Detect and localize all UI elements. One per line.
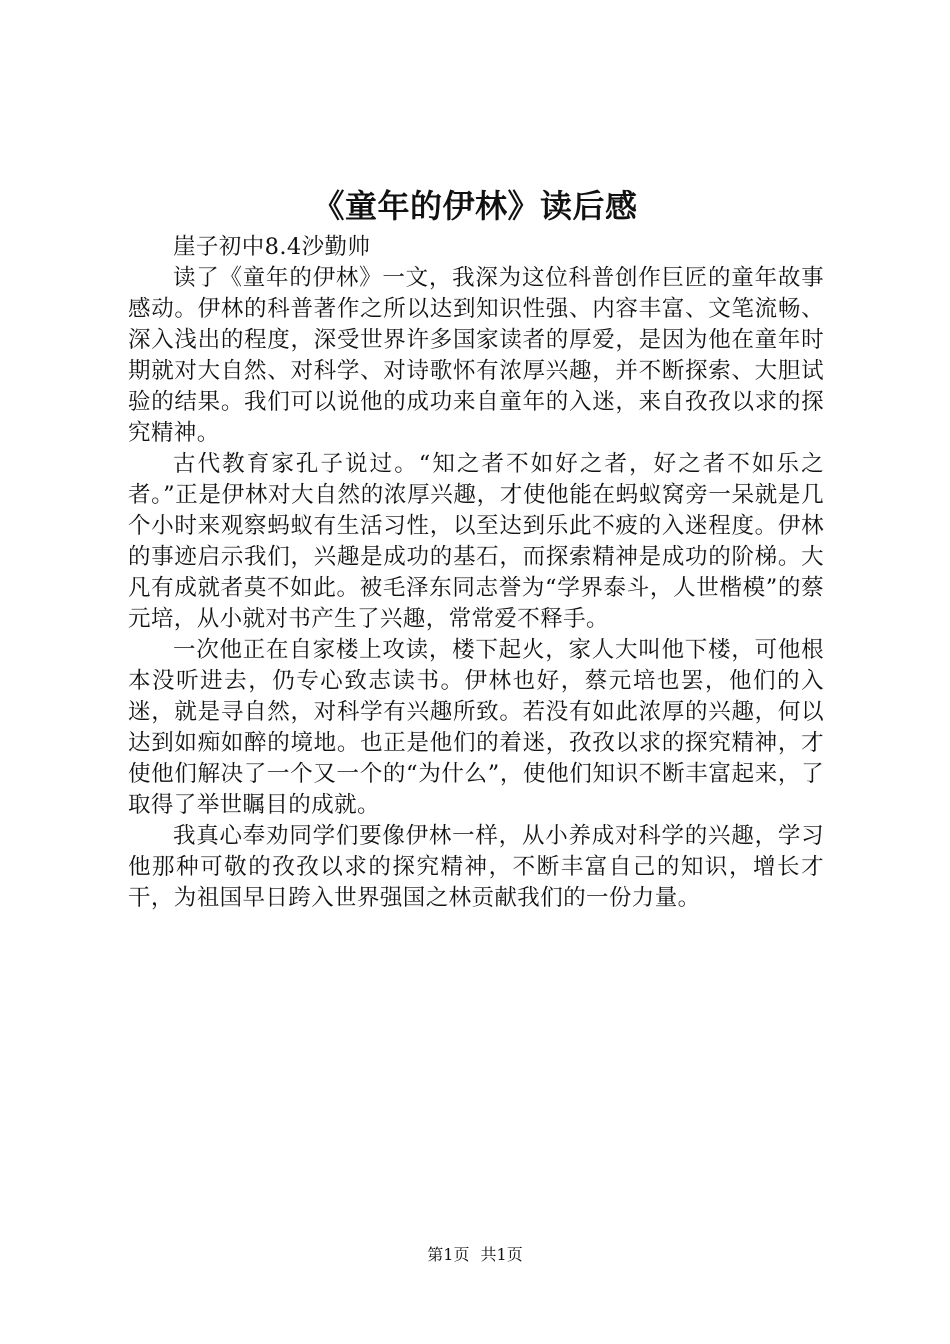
page-footer xyxy=(0,1243,950,1267)
document-body xyxy=(128,232,824,914)
body-paragraph: 古代教育家孔子说过。“知之者不如好之者，好之者不如乐之者。”正是伊林对大自然的浓厚兴趣，才使他能在蚂蚁窝旁一呆就是几个小时来观察蚂蚁有生活习性，以至达到乐此不疲的入迷程度。伊林的事迹启示我们，兴趣是成功的基石，而探索精神是成功的阶梯。大凡有成就者莫不如此。被毛泽东同志誉为“学界泰斗，人世楷模”的蔡元培，从小就对书产生了兴趣，常常爱不释手。 xyxy=(128,451,824,632)
body-paragraph: 读了《童年的伊林》一文，我深为这位科普创作巨匠的童年故事感动。伊林的科普著作之所以达到知识性强、内容丰富、文笔流畅、深入浅出的程度，深受世界许多国家读者的厚爱，是因为他在童年时期就对大自然、对科学、对诗歌怀有浓厚兴趣，并不断探索、大胆试验的结果。我们可以说他的成功来自童年的入迷，来自孜孜以求的探究精神。 xyxy=(128,265,824,446)
document-title: 《童年的伊林》读后感 xyxy=(312,187,638,225)
body-paragraph: 一次他正在自家楼上攻读，楼下起火，家人大叫他下楼，可他根本没听进去，仍专心致志读书。伊林也好，蔡元培也罢，他们的入迷，就是寻自然，对科学有兴趣所致。若没有如此浓厚的兴趣，何以达到如痴如醉的境地。也正是他们的着迷，孜孜以求的探究精神，才使他们解决了一个又一个的“为什么”，使他们知识不断丰富起来，了取得了举世瞩目的成就。 xyxy=(128,637,824,818)
body-paragraph: 我真心奉劝同学们要像伊林一样，从小养成对科学的兴趣，学习他那种可敬的孜孜以求的探究精神，不断丰富自己的知识，增长才干，为祖国早日跨入世界强国之林贡献我们的一份力量。 xyxy=(128,823,824,911)
page-total: 共1页 xyxy=(480,1245,523,1264)
author-line: 崖子初中8.4沙勤帅 xyxy=(173,234,371,260)
page-number: 第1页 xyxy=(427,1245,470,1264)
